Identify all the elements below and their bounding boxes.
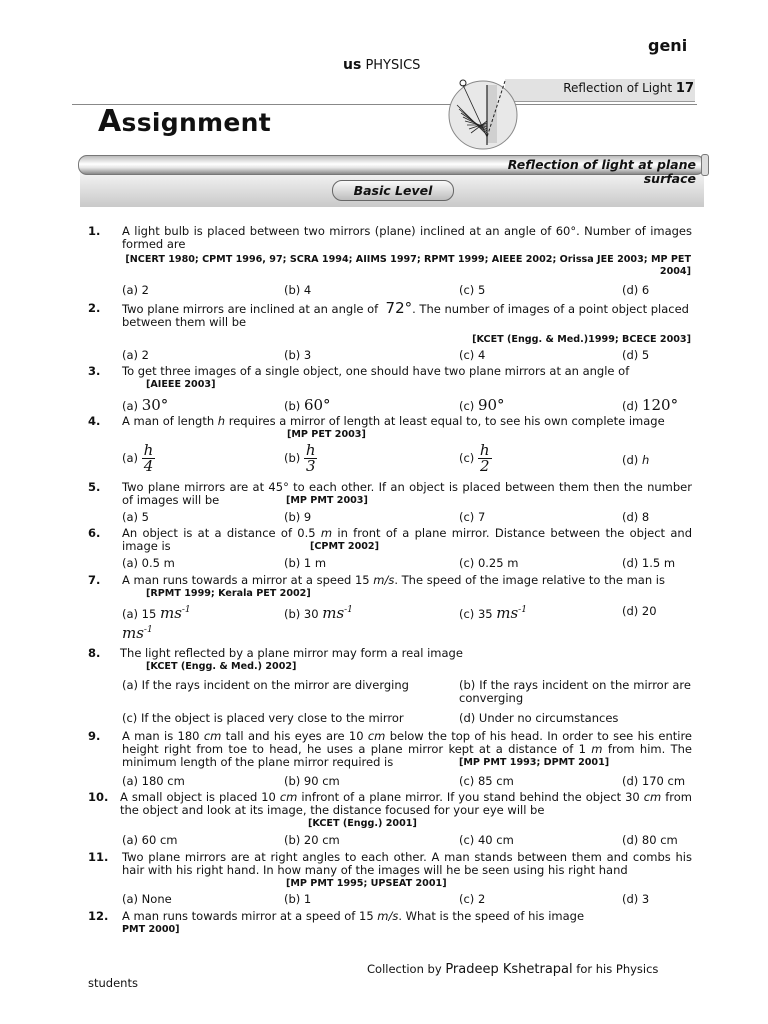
question-text: Two plane mirrors are at 45° to each other. If an object is placed between them then the number of images will be: [122, 480, 692, 507]
option-b: (b) 60°: [284, 396, 331, 414]
option-c: (c) 4: [459, 348, 486, 362]
footer-credit: Collection by Pradeep Kshetrapal for his Physics: [367, 962, 659, 977]
option-b: (b) If the rays incident on the mirror are converging: [459, 678, 691, 705]
option-b: (b) 20 cm: [284, 833, 340, 847]
option-d: (d) 120°: [622, 396, 679, 414]
option-c: (c) 5: [459, 283, 486, 297]
question-number: 9.: [88, 729, 101, 743]
question-text: A man runs towards a mirror at a speed 15 m/s. The speed of the image relative to the man is: [122, 573, 665, 587]
option-a: (a) 180 cm: [122, 774, 185, 788]
mirror-reflection-logo-icon: [443, 75, 523, 151]
option-b: (b) 90 cm: [284, 774, 340, 788]
question-text: Two plane mirrors are inclined at an angle of 72°. The number of images of a point object placed between them will be: [122, 299, 689, 329]
option-b: (b) 4: [284, 283, 312, 297]
question-number: 8.: [88, 646, 101, 660]
option-a: (a) 30°: [122, 396, 169, 414]
option-b: (b) 30 $ms^{-1}$: [284, 604, 353, 622]
question-number: 4.: [88, 414, 101, 428]
question-text: A man runs towards mirror at a speed of 15 m/s. What is the speed of his image: [122, 909, 585, 923]
option-a: (a) 2: [122, 283, 149, 297]
option-a: (a) 15 $ms^{-1}$: [122, 604, 191, 622]
question-number: 7.: [88, 573, 101, 587]
question-reference: [MP PMT 2003]: [286, 495, 368, 506]
option-c: (c) $\frac{h}{2}$: [459, 441, 490, 475]
option-d: (d) 3: [622, 892, 650, 906]
question-text: An object is at a distance of 0.5 m in front of a plane mirror. Distance between the object and image is: [122, 526, 692, 553]
option-b: (b) 1 m: [284, 556, 327, 570]
option-b: (b) 9: [284, 510, 312, 524]
question-reference: [MP PET 2003]: [287, 429, 366, 440]
option-d: (d) 6: [622, 283, 650, 297]
question-reference: [KCET (Engg. & Med.) 2002]: [146, 661, 297, 672]
option-c: (c) 0.25 m: [459, 556, 519, 570]
option-b: (b) $\frac{h}{3}$: [284, 441, 316, 475]
question-reference: [NCERT 1980; CPMT 1996, 97; SCRA 1994; AIIMS 1997; RPMT 1999; AIEEE 2002; Orissa JEE 2003; MP PET 2004]: [125, 254, 691, 277]
brand-line-1: geni: [648, 36, 688, 55]
option-a: (a) None: [122, 892, 172, 906]
question-number: 12.: [88, 909, 109, 923]
option-d: (d) Under no circumstances: [459, 711, 619, 725]
question-number: 3.: [88, 364, 101, 378]
question-text: A small object is placed 10 cm infront of a plane mirror. If you stand behind the object 30 cm from the object and look at its image, the distance focused for your eye will be: [120, 790, 692, 817]
section-title: Reflection of light at plane surface: [507, 157, 696, 186]
level-badge: Basic Level: [332, 180, 454, 201]
option-c: (c) 35 $ms^{-1}$: [459, 604, 527, 622]
question-number: 5.: [88, 480, 101, 494]
question-reference: [KCET (Engg.) 2001]: [308, 818, 417, 829]
question-text: A man is 180 cm tall and his eyes are 10 cm below the top of his head. In order to see his entire height right from toe to head, he uses a plane mirror kept at a distance of 1 m from him. The minimum length of the plane mirror required is: [122, 729, 692, 769]
option-d: (d) 170 cm: [622, 774, 686, 788]
question-text: A light bulb is placed between two mirrors (plane) inclined at an angle of 60°. Number of images formed are: [122, 224, 692, 251]
chapter-title: Reflection of Light 17: [563, 81, 694, 96]
option-a: (a) $\frac{h}{4}$: [122, 441, 154, 475]
question-reference: [AIEEE 2003]: [146, 379, 216, 390]
question-reference: [MP PMT 1995; UPSEAT 2001]: [286, 878, 447, 889]
option-c: (c) 2: [459, 892, 486, 906]
option-d-unit: $ms^{-1}$: [122, 624, 153, 642]
option-c: (c) If the object is placed very close to the mirror: [122, 711, 404, 725]
option-a: (a) 0.5 m: [122, 556, 175, 570]
option-a: (a) 60 cm: [122, 833, 178, 847]
option-d: (d) 8: [622, 510, 650, 524]
assignment-heading: Assignment: [98, 104, 272, 139]
footer-credit-line-2: students: [88, 976, 138, 990]
question-number: 2.: [88, 301, 101, 315]
option-a: (a) 2: [122, 348, 149, 362]
question-text: A man of length h requires a mirror of length at least equal to, to see his own complete image: [122, 414, 665, 428]
option-a: (a) If the rays incident on the mirror are diverging: [122, 678, 409, 692]
question-text: To get three images of a single object, one should have two plane mirrors at an angle of: [122, 364, 630, 378]
section-tube-cap: [701, 154, 709, 176]
brand-line-2: us PHYSICS: [343, 57, 421, 73]
option-b: (b) 3: [284, 348, 312, 362]
option-c: (c) 85 cm: [459, 774, 514, 788]
question-reference: PMT 2000]: [122, 924, 180, 935]
option-d: (d) 20: [622, 604, 657, 618]
option-c: (c) 90°: [459, 396, 505, 414]
option-d: (d) h: [622, 453, 650, 467]
option-c: (c) 40 cm: [459, 833, 514, 847]
option-d: (d) 5: [622, 348, 650, 362]
question-number: 1.: [88, 224, 101, 238]
option-d: (d) 80 cm: [622, 833, 678, 847]
question-reference: [CPMT 2002]: [310, 541, 379, 552]
option-b: (b) 1: [284, 892, 312, 906]
option-a: (a) 5: [122, 510, 149, 524]
question-reference: [KCET (Engg. & Med.)1999; BCECE 2003]: [472, 334, 691, 345]
option-c: (c) 7: [459, 510, 486, 524]
question-reference: [RPMT 1999; Kerala PET 2002]: [146, 588, 311, 599]
question-number: 6.: [88, 526, 101, 540]
question-number: 10.: [88, 790, 109, 804]
option-d: (d) 1.5 m: [622, 556, 676, 570]
question-text: Two plane mirrors are at right angles to each other. A man stands between them and combs his hair with his right hand. In how many of the images will he be seen using his right hand: [122, 850, 692, 877]
question-text: The light reflected by a plane mirror may form a real image: [120, 646, 463, 660]
question-number: 11.: [88, 850, 109, 864]
question-reference: [MP PMT 1993; DPMT 2001]: [459, 757, 610, 768]
